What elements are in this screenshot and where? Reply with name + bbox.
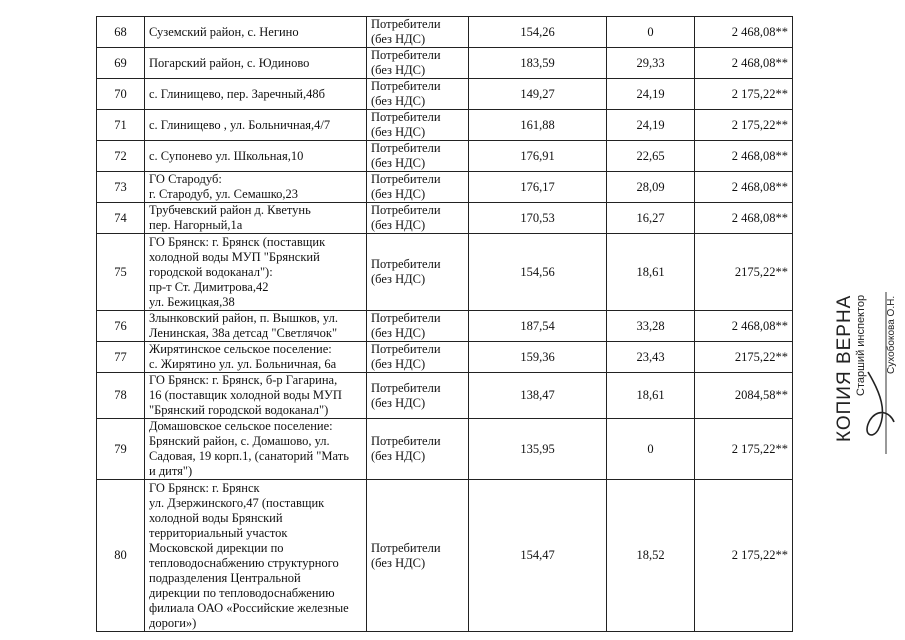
table-row <box>97 419 793 480</box>
value-cell-2: 16,27 <box>607 203 695 234</box>
consumer-cell <box>367 419 469 480</box>
consumer-line: (без НДС) <box>371 395 426 410</box>
value-cell-3: 2 468,08** <box>695 172 793 203</box>
value-cell-2: 0 <box>607 419 695 480</box>
address-cell <box>145 17 367 48</box>
value-cell-2: 18,52 <box>607 480 695 632</box>
address-line: подразделения Центральной <box>149 570 301 585</box>
value-cell-1: 154,47 <box>469 480 607 632</box>
consumer-line: Потребители <box>371 79 441 93</box>
consumer-line: Потребители <box>371 257 441 271</box>
address-cell <box>145 419 367 480</box>
value-cell-1: 149,27 <box>469 79 607 110</box>
table-row <box>97 311 793 342</box>
address-line: Московской дирекции по <box>149 540 284 555</box>
address-line: городской водоканал"): <box>149 264 273 279</box>
consumer-line: (без НДС) <box>371 272 426 286</box>
value-cell-1: 183,59 <box>469 48 607 79</box>
stamp-role: Старший инспектор <box>855 294 867 396</box>
consumer-cell <box>367 373 469 419</box>
address-line: 16 (поставщик холодной воды МУП <box>149 388 342 402</box>
row-number: 72 <box>97 141 145 172</box>
address-line: филиала ОАО «Российские железные <box>149 600 349 615</box>
address-line: Трубчевский район д. Кветунь <box>149 203 311 217</box>
consumer-line: (без НДС) <box>371 187 426 201</box>
table-row <box>97 110 793 141</box>
consumer-line: Потребители <box>371 141 441 155</box>
address-line: Садовая, 19 корп.1, (санаторий "Мать <box>149 449 349 463</box>
value-cell-1: 154,26 <box>469 17 607 48</box>
value-cell-3: 2 175,22** <box>695 419 793 480</box>
copy-certified-stamp <box>790 262 900 458</box>
address-line: Брянский район, с. Домашово, ул. <box>149 434 330 448</box>
address-cell <box>145 234 367 311</box>
table-row <box>97 17 793 48</box>
consumer-line: (без НДС) <box>371 125 426 139</box>
consumer-line: (без НДС) <box>371 63 426 77</box>
value-cell-1: 154,56 <box>469 234 607 311</box>
value-cell-1: 176,91 <box>469 141 607 172</box>
value-cell-1: 176,17 <box>469 172 607 203</box>
table-row <box>97 79 793 110</box>
consumer-cell <box>367 79 469 110</box>
address-line: холодной воды МУП "Брянский <box>149 249 320 264</box>
consumer-line: Потребители <box>371 48 441 62</box>
row-number: 78 <box>97 373 145 419</box>
value-cell-3: 2175,22** <box>695 234 793 311</box>
consumer-line: Потребители <box>371 172 441 186</box>
address-cell <box>145 373 367 419</box>
value-cell-3: 2084,58** <box>695 373 793 419</box>
stamp-name: Сухобокова О.Н. <box>886 295 897 374</box>
address-line: ул. Бежицкая,38 <box>149 294 235 309</box>
consumer-cell <box>367 311 469 342</box>
stamp-graphic <box>790 262 900 458</box>
address-line: г. Стародуб, ул. Семашко,23 <box>149 187 299 201</box>
consumer-cell <box>367 480 469 632</box>
address-cell <box>145 311 367 342</box>
address-line: Ленинская, 38а детсад "Светлячок" <box>149 326 338 340</box>
consumer-line: Потребители <box>371 311 441 325</box>
table-row <box>97 234 793 311</box>
value-cell-3: 2 175,22** <box>695 79 793 110</box>
row-number: 80 <box>97 480 145 632</box>
consumer-line: Потребители <box>371 434 441 448</box>
consumer-line: Потребители <box>371 110 441 124</box>
table-row <box>97 480 793 632</box>
address-line: с. Глинищево , ул. Больничная,4/7 <box>149 117 331 132</box>
address-line: тепловодоснабжению структурного <box>149 555 339 570</box>
address-line: дирекции по тепловодоснабжению <box>149 585 335 600</box>
address-cell <box>145 172 367 203</box>
tariff-table <box>96 16 793 632</box>
address-line: Злынковский район, п. Вышков, ул. <box>149 311 338 325</box>
value-cell-2: 22,65 <box>607 141 695 172</box>
table-row <box>97 48 793 79</box>
value-cell-1: 187,54 <box>469 311 607 342</box>
consumer-cell <box>367 342 469 373</box>
row-number: 77 <box>97 342 145 373</box>
consumer-line: Потребители <box>371 380 441 395</box>
address-cell <box>145 480 367 632</box>
consumer-line: (без НДС) <box>371 32 426 46</box>
value-cell-3: 2 175,22** <box>695 110 793 141</box>
row-number: 73 <box>97 172 145 203</box>
value-cell-1: 159,36 <box>469 342 607 373</box>
address-line: пр-т Ст. Димитрова,42 <box>149 279 269 294</box>
row-number: 79 <box>97 419 145 480</box>
value-cell-2: 28,09 <box>607 172 695 203</box>
value-cell-2: 24,19 <box>607 110 695 141</box>
value-cell-2: 0 <box>607 17 695 48</box>
consumer-cell <box>367 17 469 48</box>
consumer-line: Потребители <box>371 203 441 217</box>
address-line: Суземский район, с. Негино <box>149 24 299 39</box>
row-number: 74 <box>97 203 145 234</box>
address-line: и дитя") <box>149 464 193 478</box>
stamp-title: КОПИЯ ВЕРНА <box>834 294 855 442</box>
consumer-line: Потребители <box>371 17 441 31</box>
consumer-line: Потребители <box>371 342 441 356</box>
value-cell-2: 18,61 <box>607 234 695 311</box>
table-row <box>97 203 793 234</box>
row-number: 71 <box>97 110 145 141</box>
row-number: 70 <box>97 79 145 110</box>
address-line: ГО Брянск: г. Брянск, б-р Гагарина, <box>149 373 338 387</box>
address-line: ул. Дзержинского,47 (поставщик <box>149 495 325 510</box>
value-cell-2: 24,19 <box>607 79 695 110</box>
address-line: ГО Стародуб: <box>149 172 222 186</box>
table-row <box>97 141 793 172</box>
address-line: ГО Брянск: г. Брянск (поставщик <box>149 234 326 249</box>
value-cell-3: 2 468,08** <box>695 48 793 79</box>
tariff-table-body <box>97 17 793 632</box>
consumer-line: (без НДС) <box>371 94 426 108</box>
value-cell-2: 23,43 <box>607 342 695 373</box>
value-cell-1: 135,95 <box>469 419 607 480</box>
address-line: Погарский район, с. Юдиново <box>149 55 310 70</box>
value-cell-3: 2 468,08** <box>695 17 793 48</box>
value-cell-3: 2175,22** <box>695 342 793 373</box>
address-cell <box>145 110 367 141</box>
value-cell-2: 33,28 <box>607 311 695 342</box>
consumer-line: (без НДС) <box>371 357 426 371</box>
handwritten-signature <box>867 372 894 435</box>
address-line: с. Жирятино ул. ул. Больничная, 6а <box>149 357 337 371</box>
address-line: ГО Брянск: г. Брянск <box>149 480 260 495</box>
address-line: дороги») <box>149 615 197 630</box>
consumer-line: (без НДС) <box>371 218 426 232</box>
consumer-line: Потребители <box>371 540 441 555</box>
value-cell-3: 2 468,08** <box>695 311 793 342</box>
consumer-cell <box>367 172 469 203</box>
value-cell-2: 29,33 <box>607 48 695 79</box>
address-line: с. Глинищево, пер. Заречный,48б <box>149 86 325 101</box>
address-cell <box>145 342 367 373</box>
address-line: "Брянский городской водоканал") <box>149 403 329 417</box>
value-cell-1: 138,47 <box>469 373 607 419</box>
consumer-line: (без НДС) <box>371 449 426 463</box>
consumer-cell <box>367 234 469 311</box>
address-cell <box>145 141 367 172</box>
row-number: 69 <box>97 48 145 79</box>
address-cell <box>145 48 367 79</box>
consumer-cell <box>367 203 469 234</box>
value-cell-3: 2 468,08** <box>695 141 793 172</box>
consumer-cell <box>367 48 469 79</box>
value-cell-3: 2 468,08** <box>695 203 793 234</box>
row-number: 76 <box>97 311 145 342</box>
row-number: 75 <box>97 234 145 311</box>
consumer-line: (без НДС) <box>371 156 426 170</box>
consumer-line: (без НДС) <box>371 555 426 570</box>
address-line: холодной воды Брянский <box>149 510 283 525</box>
address-line: пер. Нагорный,1а <box>149 218 243 232</box>
value-cell-1: 161,88 <box>469 110 607 141</box>
address-line: Домашовское сельское поселение: <box>149 419 333 433</box>
value-cell-2: 18,61 <box>607 373 695 419</box>
value-cell-1: 170,53 <box>469 203 607 234</box>
address-cell <box>145 79 367 110</box>
address-line: с. Супонево ул. Школьная,10 <box>149 148 304 163</box>
consumer-cell <box>367 110 469 141</box>
value-cell-3: 2 175,22** <box>695 480 793 632</box>
address-line: территориальный участок <box>149 525 288 540</box>
address-cell <box>145 203 367 234</box>
consumer-line: (без НДС) <box>371 326 426 340</box>
address-line: Жирятинское сельское поселение: <box>149 342 332 356</box>
table-row <box>97 373 793 419</box>
table-row <box>97 342 793 373</box>
row-number: 68 <box>97 17 145 48</box>
table-row <box>97 172 793 203</box>
consumer-cell <box>367 141 469 172</box>
